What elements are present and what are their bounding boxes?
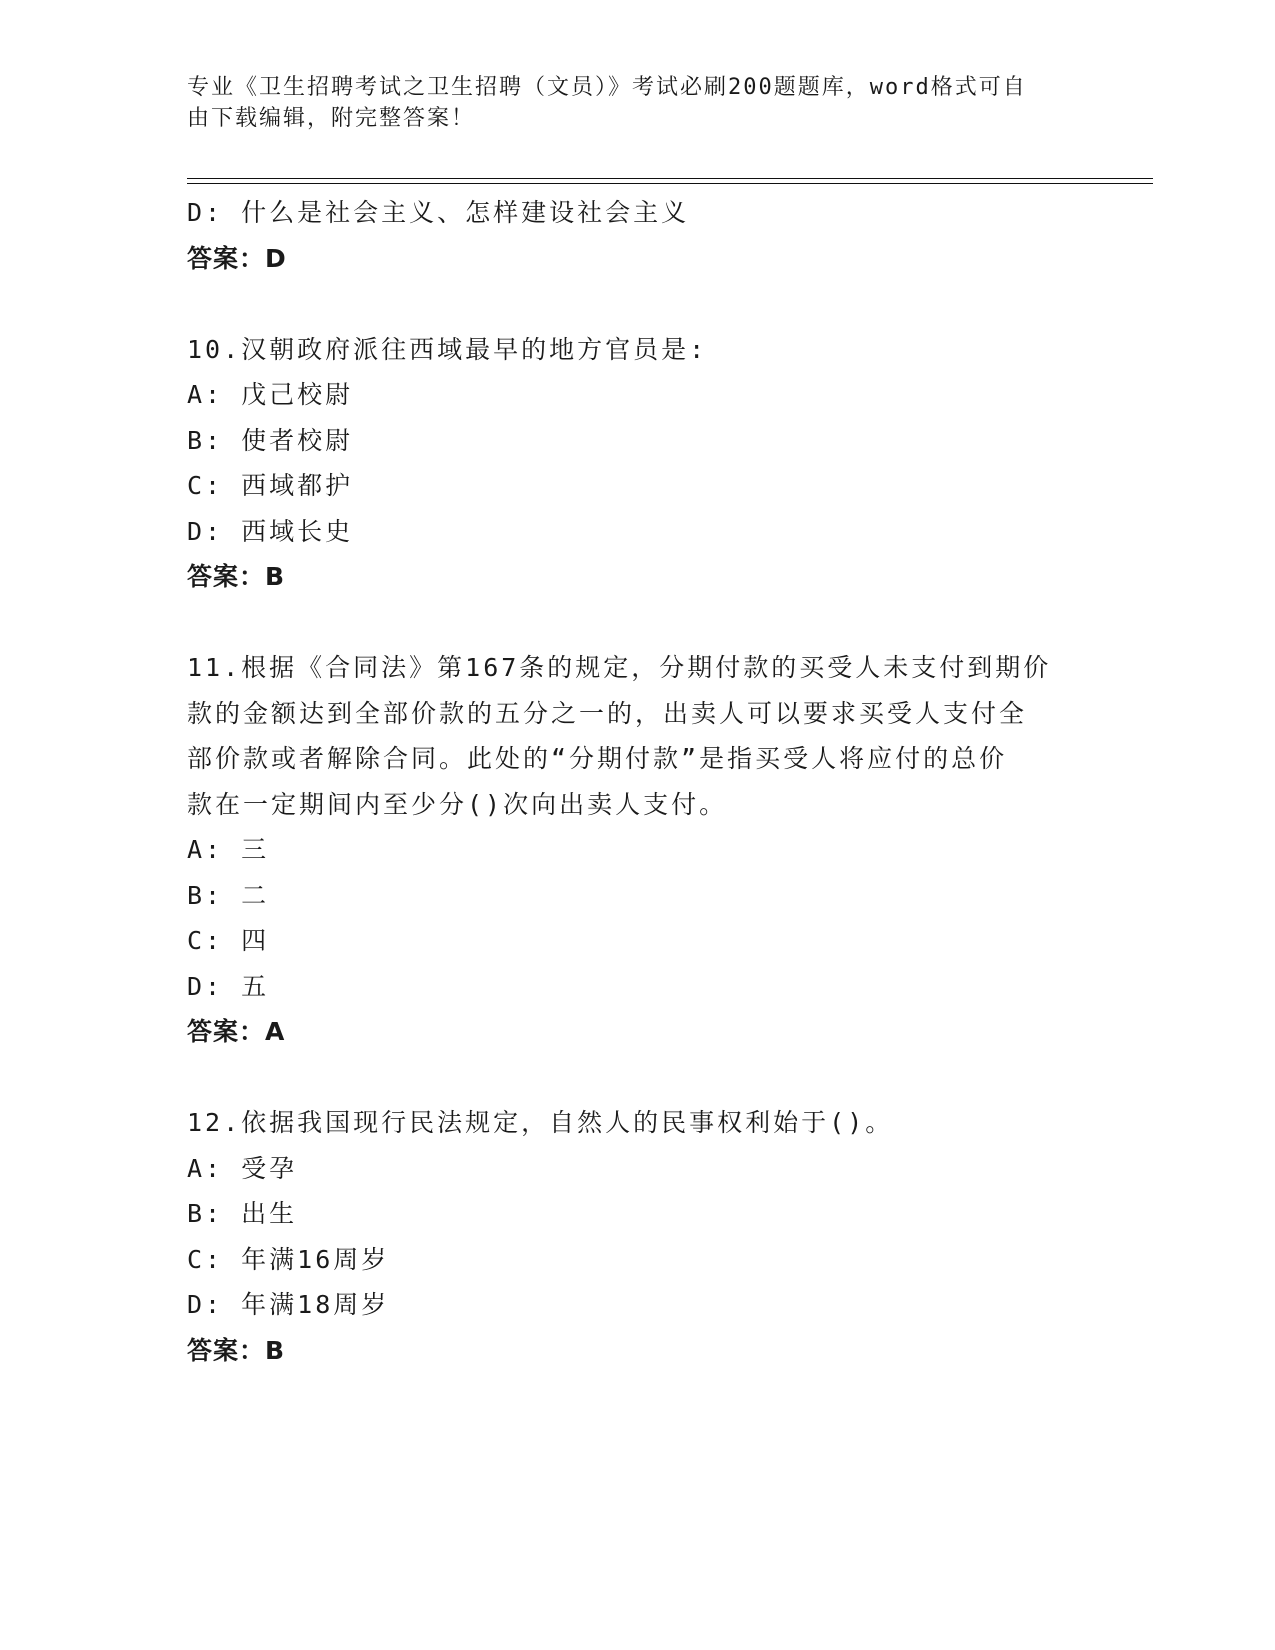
option-c: C: 四 <box>187 926 270 955</box>
answer-line: 答案：A <box>187 1017 286 1046</box>
question-stem <box>187 1100 1087 1146</box>
spacer <box>187 1055 1087 1101</box>
option-a: A: 戊己校尉 <box>187 380 354 409</box>
question-list <box>187 190 1087 1373</box>
question-stem <box>187 645 1087 827</box>
header-divider-top <box>187 178 1153 179</box>
stem-line: 11.根据《合同法》第167条的规定，分期付款的买受人未支付到期价 <box>187 653 1052 682</box>
answer-line: 答案：B <box>187 1335 286 1365</box>
option-b: B: 使者校尉 <box>187 425 354 455</box>
stem-line: 款的金额达到全部价款的五分之一的，出卖人可以要求买受人支付全 <box>187 698 1028 728</box>
question-9-continued <box>187 190 1087 281</box>
header-line-2: 由下载编辑，附完整答案！ <box>187 106 476 131</box>
option-b: B: 二 <box>187 880 270 910</box>
option-a: A: 三 <box>187 835 270 864</box>
header-divider-bottom <box>187 183 1153 184</box>
answer-line: 答案：B <box>187 562 286 591</box>
header-line-1: 专业《卫生招聘考试之卫生招聘（文员）》考试必刷200题题库，word格式可自 <box>187 75 1027 100</box>
spacer <box>187 600 1087 646</box>
option-b: B: 出生 <box>187 1199 298 1228</box>
answer-line: 答案：D <box>187 243 287 273</box>
option-d: D: 年满18周岁 <box>187 1290 390 1319</box>
question-12 <box>187 1100 1087 1373</box>
question-10 <box>187 327 1087 600</box>
option-a: A: 受孕 <box>187 1153 298 1183</box>
question-11 <box>187 645 1087 1055</box>
stem-line: 部价款或者解除合同。此处的“分期付款”是指买受人将应付的总价 <box>187 744 1008 773</box>
spacer <box>187 281 1087 327</box>
stem-line: 款在一定期间内至少分()次向出卖人支付。 <box>187 789 728 819</box>
option-c: C: 西域都护 <box>187 471 354 500</box>
option-c: C: 年满16周岁 <box>187 1244 390 1274</box>
option-d: D: 什么是社会主义、怎样建设社会主义 <box>187 198 690 227</box>
document-header <box>187 72 1067 134</box>
stem-line: 12.依据我国现行民法规定，自然人的民事权利始于()。 <box>187 1108 894 1137</box>
question-stem <box>187 327 1087 373</box>
stem-line: 10.汉朝政府派往西域最早的地方官员是: <box>187 334 708 364</box>
option-d: D: 五 <box>187 971 270 1001</box>
option-d: D: 西域长史 <box>187 516 354 546</box>
